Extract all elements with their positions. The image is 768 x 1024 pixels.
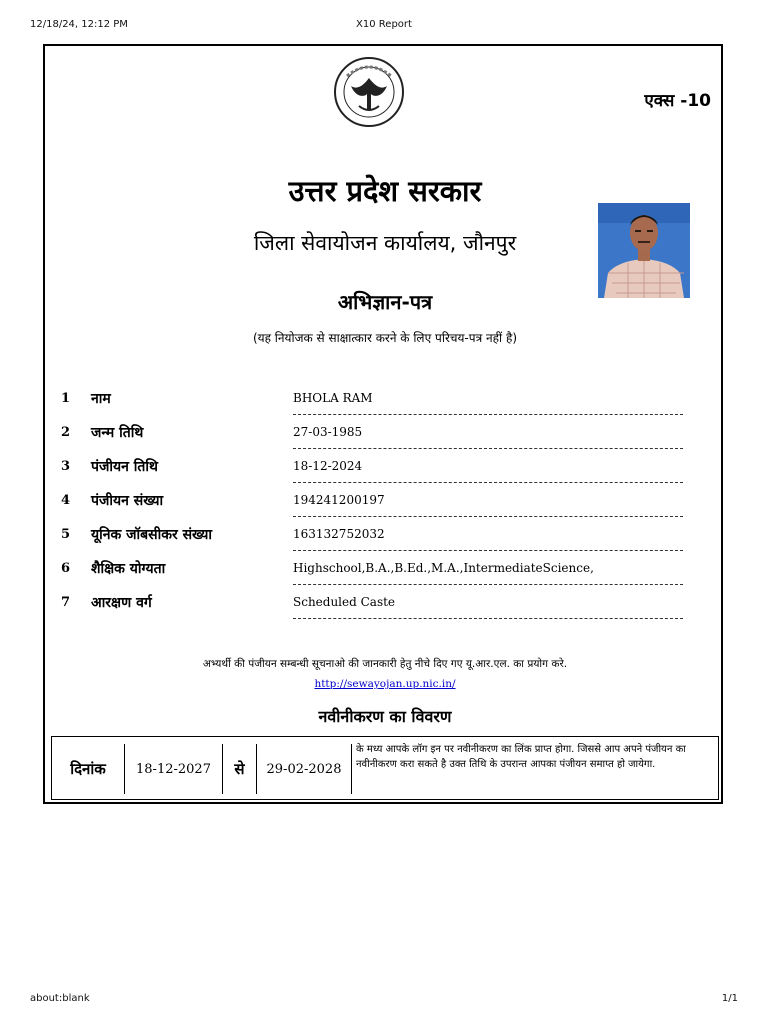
- field-label: पंजीयन संख्या: [91, 493, 164, 509]
- field-value-qualification: Highschool,B.A.,B.Ed.,M.A.,IntermediateScience,: [293, 561, 683, 585]
- field-row-dob: [45, 421, 725, 455]
- identity-card: [43, 44, 723, 804]
- field-label: जन्म तिथि: [91, 425, 144, 441]
- field-value-registration-date: 18-12-2024: [293, 459, 683, 483]
- field-row-jobseeker-number: [45, 523, 725, 557]
- field-number: 2: [61, 425, 71, 440]
- field-label: पंजीयन तिथि: [91, 459, 158, 475]
- field-number: 1: [61, 391, 71, 406]
- field-row-registration-number: [45, 489, 725, 523]
- print-page-number: 1/1: [721, 993, 738, 1004]
- renewal-to-label: से: [234, 760, 245, 778]
- field-number: 4: [61, 493, 71, 508]
- field-number: 6: [61, 561, 71, 576]
- renewal-description: के मध्य आपके लॉग इन पर नवीनीकरण का लिंक प्राप्त होगा. जिससे आप अपने पंजीयन का नवीनीकरण करा सकते है उक्त तिथि के उपरान्त आपका पंजीयन समाप्त हो जायेगा.: [356, 744, 686, 770]
- card-note: (यह नियोजक से साक्षात्कार करने के लिए परिचय-पत्र नहीं है): [252, 331, 518, 345]
- field-row-qualification: [45, 557, 725, 591]
- field-row-name: [45, 387, 725, 421]
- field-value-reservation-category: Scheduled Caste: [293, 595, 683, 619]
- field-number: 5: [61, 527, 71, 542]
- card-title: अभिज्ञान-पत्र: [337, 290, 433, 314]
- field-row-registration-date: [45, 455, 725, 489]
- renewal-to-date: 29-02-2028: [266, 761, 342, 777]
- form-code: एक्स -10: [644, 91, 711, 111]
- renewal-title: नवीनीकरण का विवरण: [318, 707, 452, 726]
- office-title: जिला सेवायोजन कार्यालय, जौनपुर: [253, 231, 517, 255]
- field-label: आरक्षण वर्ग: [91, 595, 152, 611]
- print-header: [0, 19, 768, 33]
- applicant-photo: [598, 203, 690, 298]
- field-label: नाम: [91, 391, 111, 407]
- field-row-reservation-category: [45, 591, 725, 625]
- renewal-table: [51, 736, 719, 800]
- field-label: शैक्षिक योग्यता: [91, 561, 166, 577]
- field-value-dob: 27-03-1985: [293, 425, 683, 449]
- government-title: उत्तर प्रदेश सरकार: [288, 174, 482, 208]
- print-title: X10 Report: [356, 19, 412, 30]
- sewayojan-link[interactable]: http://sewayojan.up.nic.in/: [314, 678, 456, 690]
- field-value-jobseeker-number: 163132752032: [293, 527, 683, 551]
- registration-info-link-row: [45, 678, 725, 690]
- print-url: about:blank: [30, 993, 90, 1004]
- field-number: 7: [61, 595, 71, 610]
- up-government-emblem: [333, 56, 405, 128]
- print-datetime: 12/18/24, 12:12 PM: [30, 19, 128, 30]
- field-value-registration-number: 194241200197: [293, 493, 683, 517]
- print-footer: [0, 993, 768, 1007]
- divider: [351, 744, 352, 794]
- field-number: 3: [61, 459, 71, 474]
- registration-info-text: अभ्यर्थी की पंजीयन सम्बन्धी सूचनाओ की जानकारी हेतु नीचे दिए गए यू.आर.एल. का प्रयोग करे.: [202, 658, 568, 670]
- field-value-name: BHOLA RAM: [293, 391, 683, 415]
- renewal-date-label: दिनांक: [70, 760, 106, 778]
- renewal-from-date: 18-12-2027: [136, 761, 211, 777]
- field-label: यूनिक जॉबसीकर संख्या: [91, 527, 212, 543]
